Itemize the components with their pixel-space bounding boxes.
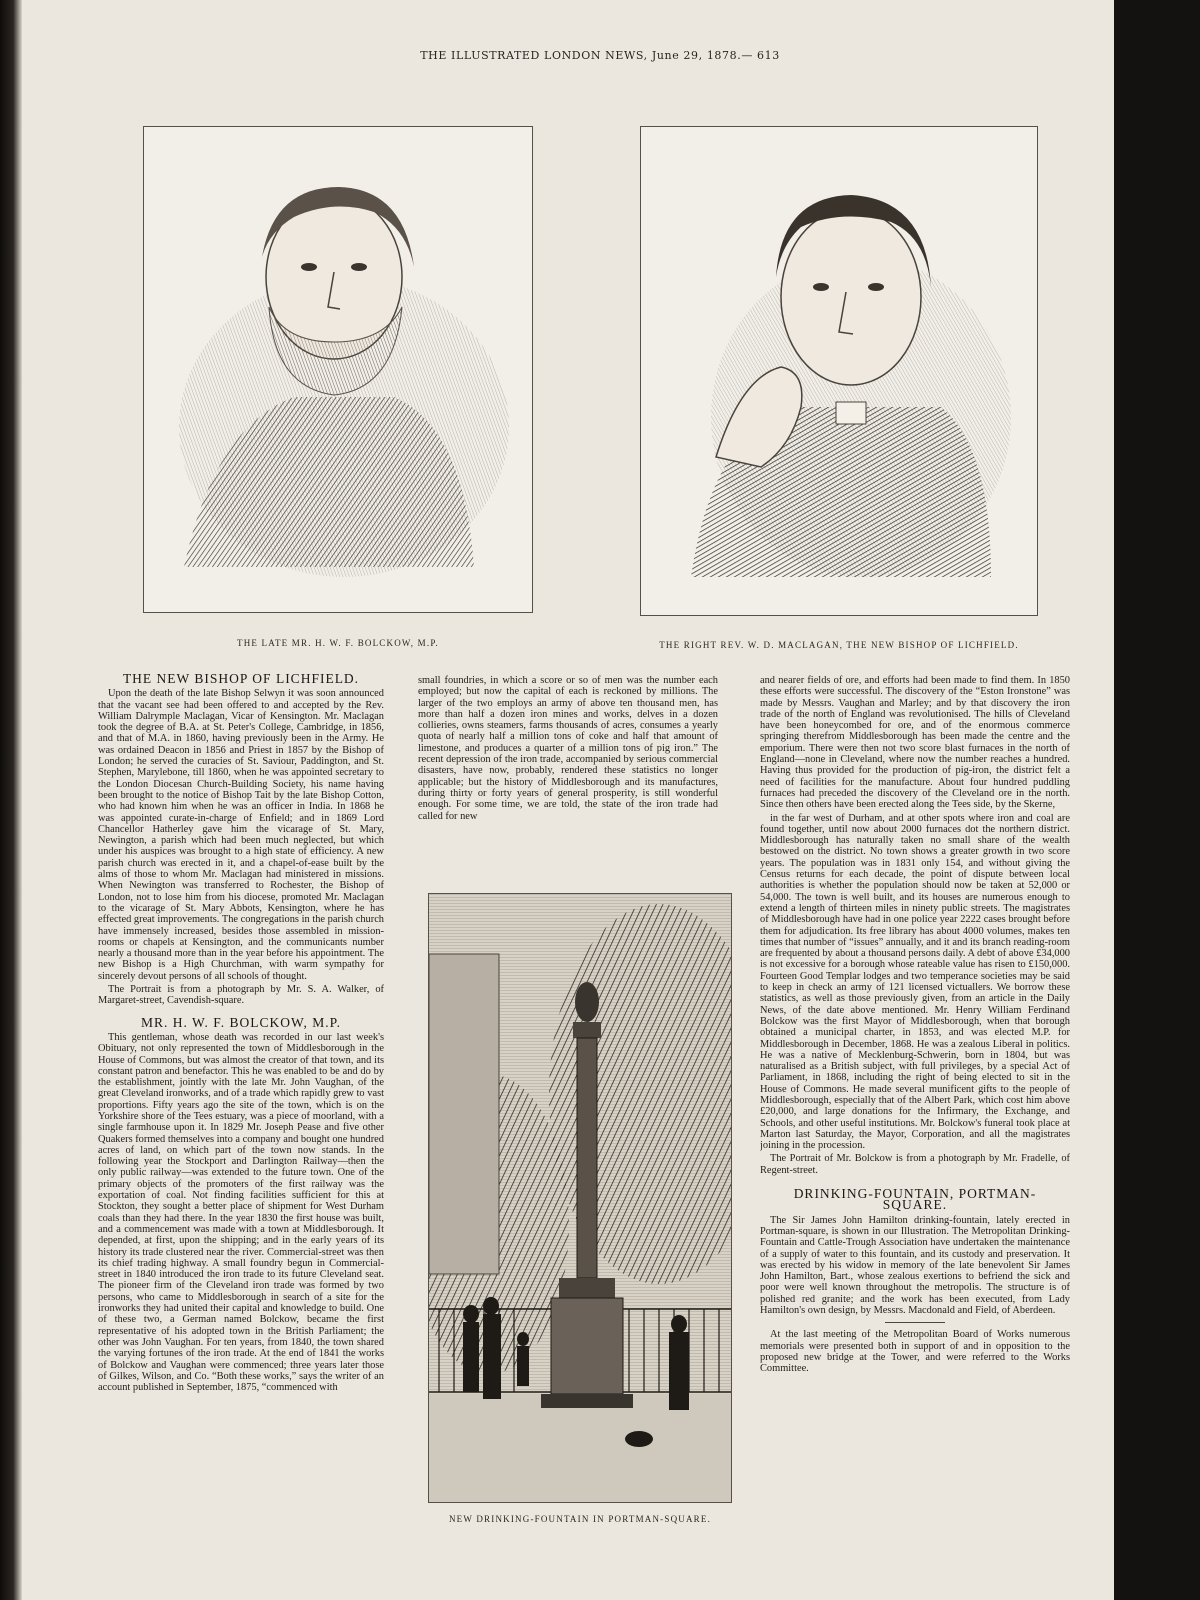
portrait-maclagan: [640, 126, 1038, 616]
caption-maclagan: THE RIGHT REV. W. D. MACLAGAN, THE NEW BISHOP OF LICHFIELD.: [659, 640, 1019, 650]
scan-background: [1114, 0, 1200, 1600]
caption-fountain: NEW DRINKING-FOUNTAIN IN PORTMAN-SQUARE.: [448, 1514, 712, 1524]
running-head: THE ILLUSTRATED LONDON NEWS, June 29, 1878.— 613: [420, 49, 780, 62]
article-title-fountain: [760, 1188, 1070, 1211]
article-title-fountain-line1: DRINKING-FOUNTAIN, PORTMAN-: [793, 1186, 1037, 1202]
article-paragraph: in the far west of Durham, and at other spots where iron and coal are found together, until now about 2000 furnaces dot the northern district. Middlesborough has naturally taken no small share of the wealth bestowed on the district. No town shows a greater growth in two score years. The population was in 1831 only 154, and without giving the Census returns for each decade, the point of dispute between local authorities is whether the population should now be taken at 52,000 or 54,000. The town is well built, and its houses are numerous enough to extend a length of thirteen miles in ninety public streets. The magistrates of Middlesborough have had in one police year 2222 cases brought before them for adjudication. Its free library has about 4000 volumes, makes ten times that number of “issues” annually, and it and its branch reading-room are frequented by about a thousand persons daily. A debt of above £34,000 is not excessive for a borough whose rateable value has risen to £150,000. Fourteen Good Templar lodges and two temperance societies may be said to keep in check an army of 121 licensed victuallers. We borrow these statistics, as well as those previously given, from an article in the Daily News, of the date above mentioned. Mr. Henry William Ferdinand Bolckow was the first Mayor of Middlesborough, when that borough obtained a municipal charter, in 1853, and was elected M.P. for Middlesborough in December, 1868. He was a zealous Liberal in politics. He was a native of Mecklenburg-Schwerin, born in 1804, but was naturalised as a British subject, with full privileges, by a special Act of Parliament, in 1868, including the right of being elected to sit in the House of Commons. He made several munificent gifts to the people of Middlesborough, especially that of the Albert Park, which cost him above £20,000, and large donations for the Infirmary, the Exchange, and Schools, and other useful institutions. Mr. Bolckow's funeral took place at Marton last Saturday, the Mayor, Corporation, and all the magistrates joining in the procession.: [760, 812, 1070, 1152]
article-title-fountain-line2: SQUARE.: [882, 1197, 948, 1213]
article-paragraph: and nearer fields of ore, and efforts had been made to find them. In 1850 these efforts were successful. The discovery of the “Eston Ironstone” was made by Messrs. Vaughan and Marley; and by that discovery the iron trade of the north of England was revolutionised. The hills of Cleveland have been honeycombed for ore, and of the enormous commerce springing therefrom Middlesborough has been made the centre and the emporium. There were then not two score blast furnaces in the north of England—none in Cleveland, where now the number reaches a hundred. Having thus provided for the production of pig-iron, the district felt a need of facilities for the manufacture. About four hundred puddling furnaces had preceded the discovery of the Cleveland ore in the north. Since then others have been erected along the Tees side, by the Skerne,: [760, 675, 1070, 811]
article-paragraph: The Portrait of Mr. Bolckow is from a photograph by Mr. Fradelle, of Regent-street.: [760, 1153, 1070, 1176]
binding-edge: [0, 0, 22, 1600]
column-3: [760, 675, 1070, 1580]
article-paragraph: The Sir James John Hamilton drinking-fountain, lately erected in Portman-square, is shown in our Illustration. The Metropolitan Drinking-Fountain and Cattle-Trough Association have undertaken the maintenance of a supply of water to this fountain, and its custody and preservation. It was erected by his widow in memory of the late benevolent Sir James John Hamilton, Bart., whose zealous exertions to befriend the sick and poor were well known throughout the metropolis. The structure is of polished red granite; and the work has been executed, from Lady Hamilton's own design, by Messrs. Macdonald and Field, of Aberdeen.: [760, 1214, 1070, 1317]
article-paragraph: The Portrait is from a photograph by Mr. S. A. Walker, of Margaret-street, Cavendish-square.: [98, 984, 384, 1007]
column-1: [98, 673, 384, 1573]
article-paragraph: This gentleman, whose death was recorded in our last week's Obituary, not only represented the town of Middlesborough in the House of Commons, but was almost the creator of that town, and its constant patron and benefactor. This he was enabled to be and do by the establishment, jointly with the late Mr. John Vaughan, of the great Cleveland ironworks, and of a trade which rapidly grew to vast proportions. Fifty years ago the site of the town, which is on the Yorkshire shore of the Tees estuary, was a piece of moorland, with a single farmhouse upon it. In 1829 Mr. Joseph Pease and five other Quakers formed themselves into a company and bought one hundred acres of land, on which part of the town now stands. In the following year the Stockport and Darlington Railway—then the only public railway—was extended to the future town. One of the primary objects of the promoters of the first railway was the exportation of coal. Not finding facilities sufficient for this at Stockton, they sought a better place of shipment for West Durham coals than they had there. In the year 1830 the first house was built, and a commencement was made with a town at Middlesborough. It depended, at first, upon the shipping; and in the early years of its history its trade clustered near the river. Commercial-street was then its chief trading highway. A small foundry begun in Commercial-street in 1840 introduced the iron trade to its future Cleveland seat. The pioneer firm of the Cleveland iron trade was formed by two persons, who came to Middlesborough in search of a site for the ironworks they had united their capital and knowledge to build. One of these two, a German named Bolckow, became the first representative of his adopted town in the British Parliament; the other was John Vaughan. For ten years, from 1840, the town shared the varying fortunes of the iron trade. At the end of 1841 the works of Bolckow and Vaughan were commenced; three years later those of Gilkes, Wilson, and Co. “Both these works,” says the writer of an account published in September, 1875, “commenced with: [98, 1031, 384, 1394]
column-2-top: [418, 675, 718, 835]
portrait-bolckow: [143, 126, 533, 613]
divider-rule: [885, 1322, 945, 1323]
article-title-bolckow: MR. H. W. F. BOLCKOW, M.P.: [141, 1014, 341, 1030]
article-title-bishop: THE NEW BISHOP OF LICHFIELD.: [122, 673, 360, 686]
article-paragraph: small foundries, in which a score or so of men was the number each employed; but now the capital of each is reckoned by millions. The larger of the two employs an army of above ten thousand men, has more than half a dozen iron mines and works, delves in a dozen collieries, owns steamers, farms thousands of acres, consumes a yearly quota of nearly half a million tons of coke and half that amount of limestone, and produces a quarter of a million tons of pig iron.” The recent depression of the iron trade, accompanied by serious commercial disasters, have now, probably, rendered these statistics no longer applicable; but the history of Middlesborough and its manufactures, during thirty or forty years of general prosperity, is still wonderful enough. For some time, we are told, the state of the iron trade had called for new: [418, 675, 718, 822]
fountain-illustration: [428, 893, 732, 1503]
article-paragraph: At the last meeting of the Metropolitan Board of Works numerous memorials were presented both in support of and in opposition to the proposed new bridge at the Tower, and were referred to the Works Committee.: [760, 1329, 1070, 1375]
article-paragraph: Upon the death of the late Bishop Selwyn it was soon announced that the vacant see had been offered to and accepted by the Rev. William Dalrymple Maclagan, Vicar of Kensington. Mr. Maclagan took the degree of B.A. at St. Peter's College, Cambridge, in 1856, and that of M.A. in 1860, having previously been in the Army. He was ordained Deacon in 1856 and Priest in 1857 by the Bishop of London; he served the curacies of St. Saviour, Paddington, and St. Stephen, Marylebone, till 1860, when he was appointed secretary to the London Diocesan Church-Building Society, his name having been brought to the notice of Bishop Tait by the late Bishop Cotton, who had known him when he was an officer in India. In 1868 he was appointed curate-in-charge of Enfield; and in 1869 Lord Chancellor Hatherley gave him the vicarage of St. Mary, Newington, a parish which had been much neglected, but which under his auspices was brought to a high state of efficiency. A new parish church was erected in it, and a chapel-of-ease built by the alms of those to whom Mr. Maclagan had ministered in missions. When Newington was transferred to Rochester, the Bishop of London, not to lose him from his diocese, promoted Mr. Maclagan to the vicarage of St. Mary Abbots, Kensington, where he has effected great improvements. The congregations in the parish church have immensely increased, besides those assembled in mission-rooms or chapels at Kensington, and the communicants number nearly a thousand more than in the year before his appointment. The new Bishop is a High Churchman, with warm sympathy for sincerely devout persons of all schools of thought.: [98, 688, 384, 982]
caption-bolckow: THE LATE MR. H. W. F. BOLCKOW, M.P.: [237, 638, 439, 648]
